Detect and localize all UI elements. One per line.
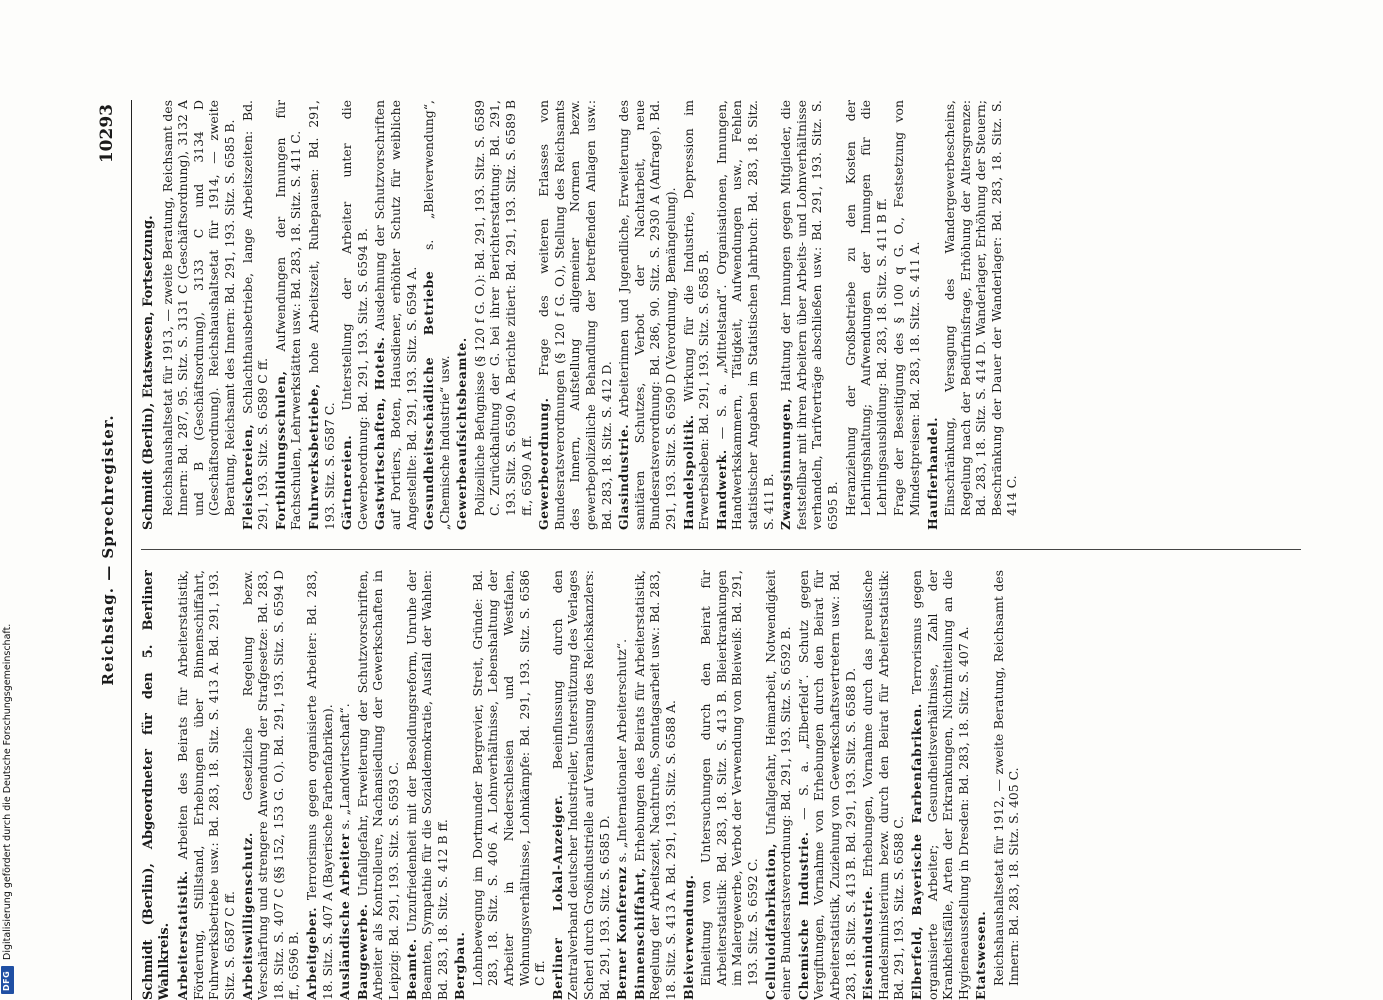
entry-text: Reichshaushaltsetat für 1913, — zweite Beratung, Reichsamt des Innern: Bd. 287, 95. Sitz. S. 3131 C (Geschäftsordnung), 3132 A und B (Geschäftsordnung), 3133 C und 3134 D (Geschäftsordnung). Reichshaushaltsetat für 1914, — zweite Beratung, Reichsamt des Innern: Bd. 291, 193. Sitz. S. 6585 B. [159,100,237,516]
entry-keyword: Fuhrwerksbetriebe, [305,383,321,530]
entry-keyword: Etatswesen. [973,910,989,1000]
entry-text: Aufwendungen der Innungen für Fachschulen, Lehrwerkstätten usw.: Bd. 283, 18. Sitz. S. 411 C. [272,100,304,530]
entry-keyword: Gastwirtschaften, Hotels. [372,336,388,530]
entry-keyword: Gewerbeaufsichtsbeamte. [454,337,470,530]
entry-text: Heranziehung der Großbetriebe zu den Kosten der Lehrlingshaltung; Aufwendungen der Innungen für die Lehrlingsausbildung: Bd. 283, 18. Sitz. S. 411 B ff. [842,100,889,516]
register-entry [942,100,1020,530]
entry-keyword: Zwangsinnungen, [778,398,794,530]
register-entry [991,570,1022,1000]
dfg-logo [1,966,14,994]
entry-keyword: Handelspolitik. [680,414,696,530]
entry-text: Unzufriedenheit mit der Besoldungsreform, Unruhe der Beamten, Sympathie für die Sozialdemokratie, Ausfall der Wahlen: Bd. 283, 18. Sitz. S. 412 B ff. [403,570,450,1000]
entry-keyword: Bleiverwendung. [680,874,696,1000]
register-entry [337,570,353,1000]
entry-keyword: Elberfeld, Bayerische Farbenfabriken. [908,703,924,1000]
entry-keyword: Fleischereien, [239,423,255,530]
register-entry [616,100,678,530]
entry-keyword: Beamte. [403,938,419,1000]
entry-text: Polizeiliche Befugnisse (§ 120 f G. O.): Bd. 291, 193. Sitz. S. 6589 C. Zurückhaltung der G. bei ihrer Berichterstattung: Bd. 291, 193. Sitz. S. 6590 A. Berichte zitiert: Bd. 291, 193. Sitz. S. 6589 B ff., 6590 A ff. [471,100,534,516]
register-entry [404,570,451,1000]
entry-text: — S. a. „Mittelstand“. Organisationen, Innungen, Handwerkskammern, Tätigkeit, Aufwendungen usw., Fehlen statistischer Angaben im Statistischen Jahrbuch: Bd. 283, 18. Sitz. S. 411 B. [713,100,776,530]
entry-keyword: Glasindustrie. [616,423,632,530]
register-entry [355,570,402,1000]
register-entry [550,570,612,1000]
column-divider [141,549,1301,550]
register-entry [632,570,679,1000]
entry-keyword: Ausländische Arbeiter [337,833,353,1000]
entry-text: Einleitung von Untersuchungen durch den Beirat für Arbeiterstatistik: Bd. 283, 18. Sitz. S. 413 B. Bleierkrankungen im Malergewerbe, Verbot der Verwendung von Bleiweiß: Bd. 291, 193. Sitz. S. 6592 C. [698,570,760,986]
register-entry [454,100,470,530]
entry-keyword: Baugewerbe. [354,903,370,1000]
entry-keyword: Handwerk. [713,449,729,530]
entry-text: Wirkung für die Industrie, Depression im Erwerbsleben: Bd. 291, 193. Sitz. S. 6585 B. [680,100,712,530]
entry-keyword: Chemische Industrie. [795,831,811,1000]
register-entry [778,100,840,530]
register-entry [452,570,468,1000]
entry-text: Erhebungen, Vornahme durch das preußische Handelsministerium bezw. durch den Beirat für Arbeiterstatistik: Bd. 291, 193. Sitz. S. 6588 C. [860,570,907,1000]
entry-text: hohe Arbeitszeit, Ruhepausen: Bd. 291, 193. Sitz. S. 6587 C. [305,100,337,530]
entry-keyword: Eisenindustrie. [860,885,876,1000]
page-number: 10293 [97,104,117,164]
entry-text: s. „Internationaler Arbeiterschutz“. [614,638,630,867]
entry-text: Frage der Beseitigung des § 100 q G. O., Festsetzung von Mindestpreisen: Bd. 283, 18. Sitz. S. 411 A. [891,100,922,516]
entry-text: Lohnbewegung im Dortmunder Bergrevier, Streit, Gründe: Bd. 283, 18. Sitz. S. 406 A. Lohnverhältnisse, Lebenshaltung der Arbeiter in Niederschlesien und Westfalen, Wohnungsverhältnisse, Lohnkämpfe: Bd. 291, 193. Sitz. S. 6586 C ff. [469,570,548,986]
entry-keyword: Berliner Lokal-Anzeiger. [549,794,565,1000]
entry-text: Frage des weiteren Erlasses von Bundesratsverordnungen (§ 120 f G. O.), Stellung des Reichsamts des Innern, Aufstellung allgemeiner Normen bezw. gewerbepolizeiliche Behandlung der betreffenden Anlagen usw.: Bd. 283, 18. Sitz. S. 412 D. [536,100,614,530]
left-column [141,570,1301,1000]
entry-keyword: Arbeiterstatistik. [175,870,191,1000]
page-title: Reichstag. — Sprechregister. [99,414,117,686]
entry-keyword: Gewerbeordnung. [536,397,552,530]
register-entry [306,100,337,530]
entry-text: s. „Bleiverwendung“, „Chemische Industrie“ usw. [421,100,452,530]
right-column [141,100,1301,530]
entry-text: Beeinflussung durch den Zentralverband deutscher Industrieller, Unterstützung des Verlages Scherl durch Großindustrielle auf Veranlassung des Reichskanzlers: Bd. 291, 193. Sitz. S. 6585 D. [549,570,612,1000]
entry-keyword: Arbeitswilligenschutz. [239,832,255,1000]
register-entry [304,570,335,1000]
entry-text: s. „Landwirtschaft“. [337,703,353,834]
register-entry [796,570,858,1000]
entry-text: Gesetzliche Regelung bezw. Verschärfung und strengere Anwendung der Strafgesetze: Bd. 283, 18. Sitz. S. 407 C (§§ 152, 153 G. O.). Bd. 291, 193. Sitz. S. 6594 D ff., 6596 B. [239,570,302,1000]
register-entry [240,570,302,1000]
entry-keyword: Fortbildungsschulen, [272,370,288,530]
register-entry [891,100,922,530]
register-entry [273,100,304,530]
entry-text: Reichshaushaltsetat für 1912, — zweite Beratung, Reichsamt des Innern: Bd. 283, 18. Sitz. S. 405 C. [990,570,1022,986]
entry-keyword: Gärtnereien. [339,434,355,530]
register-entry [860,570,907,1000]
dfg-logo-text: DFG [2,970,11,991]
entry-text: Arbeiten des Beirats für Arbeiterstatistik, Förderung, Stillstand, Erhebungen über Binnenschiffahrt, Fuhrwerksbetriebe usw.: Bd. 283, 18. Sitz. S. 413 A. Bd. 291, 193. Sitz. S. 6587 C ff. [175,570,237,1000]
digitization-note-text: Digitalisierung gefördert durch die Deutsche Forschungsgemeinschaft. [2,623,13,960]
register-entry [175,570,237,1000]
entry-keyword: Celluloidfabrikation, [762,843,778,1000]
register-entry [843,100,890,530]
entry-text: Einschränkung, Versagung des Wandergewerbescheins, Regelung nach der Bedürfnisfrage, Erhöhung der Altersgrenze: Bd. 283, 18. Sitz. S. 414 D. Wanderlager, Erhöhung der Steuern; Beschränkung der Dauer der Wanderlager: Bd. 283, 18. Sitz. S. 414 C. [942,100,1020,516]
entry-text: Erhebungen des Beirats für Arbeiterstatistik, Regelung der Arbeitszeit, Nachtruhe, Sonntagsarbeit usw.: Bd. 283, 18. Sitz. S. 413 A. Bd. 291, 193. Sitz. S. 6588 A. [631,570,678,1000]
register-entry [714,100,776,530]
entry-text: Haltung der Innungen gegen Mitglieder, die feststellbar mit ihren Arbeitern über Arbeits- und Lohnverhältnisse verhandeln, Tarifverträge abschließen usw.: Bd. 291, 193. Sitz. S. 6595 B. [778,100,840,530]
register-entry [925,100,941,530]
register-entry [470,570,548,1000]
register-entry [681,570,697,1000]
register-entry [681,100,712,530]
entry-keyword: Haufierhandel. [924,416,940,530]
entry-text: Unfallgefahr, Erweiterung der Schutzvorschriften, Arbeiter als Kontrolleure, Nachansiedlung der Gewerkschaften in Leipzig: Bd. 291, 193. Sitz. S. 6593 C. [354,570,401,1000]
entry-text: Ausdehnung der Schutzvorschriften auf Portiers, Boten, Hausdiener, erhöhter Schutz für weibliche Angestellte: Bd. 291, 193. Sitz. S. 6594 A. [372,100,419,530]
entry-text: Unfallgefahr, Heimarbeit, Notwendigkeit einer Bundesratsverordnung: Bd. 291, 193. Sitz. S. 6592 B. [762,570,794,1000]
register-entry [472,100,534,530]
register-entry [240,100,271,530]
entry-keyword: Gesundheitsschädliche Betriebe [421,270,437,530]
entry-keyword: Binnenschiffahrt, [631,867,647,1000]
register-entry [421,100,452,530]
entry-text: Schlachthausbetriebe, lange Arbeitszeiten: Bd. 291, 193. Sitz. S. 6589 C ff. [239,100,271,530]
page-header [91,100,132,1000]
entry-keyword: Berner Konferenz [614,866,630,1000]
entry-keyword: Bergbau. [452,931,468,1000]
entry-text: Terrorismus gegen organisierte Arbeiter: Bd. 283, 18. Sitz. S. 407 A (Bayerische Farbenfabriken). [303,570,335,1000]
register-entry [536,100,614,530]
register-entry [973,570,989,1000]
entry-keyword: Arbeitgeber. [303,906,319,1000]
register-entry [698,570,760,1000]
register-entry [909,570,971,1000]
register-entry [614,570,630,1000]
register-entry [339,100,370,530]
column-heading: Schmidt (Berlin), Abgeordneter für den 5. Berliner Wahlkreis. [141,570,172,1000]
register-entry [372,100,419,530]
column-heading: Schmidt (Berlin), Etatswesen, Fortsetzung. [141,215,156,530]
entry-text: Unterstellung der Arbeiter unter die Gewerbeordnung: Bd. 291, 193. Sitz. S. 6594 B. [339,100,370,530]
entry-text: Terrorismus gegen organisierte Arbeiter; Gesundheitsverhältnisse, Zahl der Krankheitsfälle, Arten der Erkrankungen, Nichtmitteilung an die Hygieneausstellung in Dresden: Bd. 283, 18. Sitz. S. 407 A. [908,570,971,1000]
register-entry [763,570,794,1000]
digitization-note [2,40,16,1000]
rotated-document-sheet [91,100,1311,1000]
entry-text: Arbeiterinnen und Jugendliche, Erweiterung des sanitären Schutzes, Verbot der Nachtarbeit, neue Bundesratsverordnung: Bd. 286, 90. Sitz. S. 2930 A (Anfrage). Bd. 291, 193. Sitz. S. 6590 D (Verordnung, Bemängelung). [616,100,678,530]
entry-text: — S. a. „Elberfeld“. Schutz gegen Vergiftungen, Vornahme von Erhebungen durch den Beirat für Arbeiterstatistik, Zuziehung von Gewerkschaftsvertretern usw.: Bd. 283, 18. Sitz. S. 413 B. Bd. 291, 193. Sitz. S. 6588 D. [795,570,858,1000]
register-entry [160,100,238,530]
